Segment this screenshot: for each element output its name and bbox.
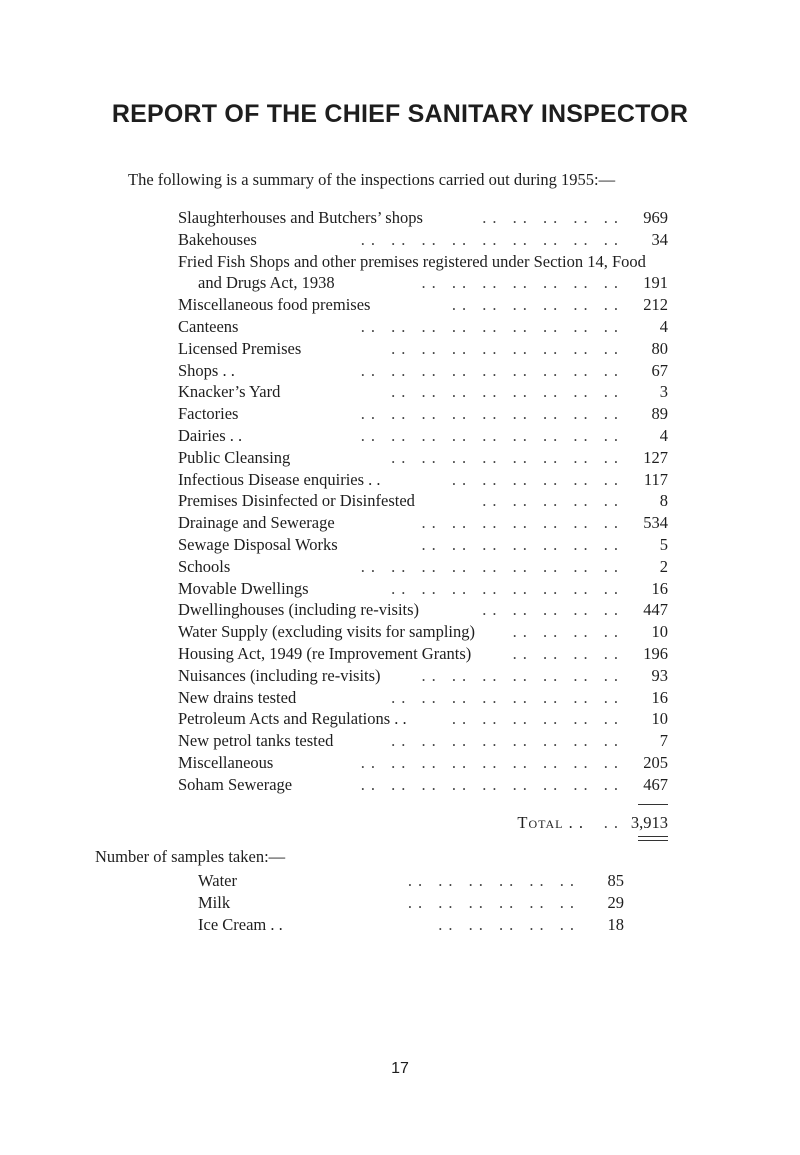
table-row: Nuisances (including re-visits) .. .. .. .. .. .. .. 93	[178, 665, 668, 685]
page-number: 17	[391, 1060, 409, 1077]
row-label: Drainage and Sewerage	[178, 513, 335, 533]
row-value: 29	[607, 892, 624, 912]
row-label: Public Cleansing	[178, 447, 291, 467]
total-double-rule	[638, 836, 668, 841]
row-value: 93	[651, 665, 668, 685]
table-row: Housing Act, 1949 (re Improvement Grants) .. .. .. .. 196	[178, 643, 668, 663]
row-label: Miscellaneous	[178, 752, 274, 772]
total-row: Total . . .. 3,913	[178, 810, 668, 836]
table-row: New drains tested .. .. .. .. .. .. .. .. 16	[178, 687, 668, 707]
row-value: 10	[651, 709, 668, 729]
row-label: Nuisances (including re-visits)	[178, 665, 381, 685]
row-label: Canteens	[178, 316, 239, 336]
row-label: Infectious Disease enquiries . .	[178, 469, 381, 489]
row-value: 5	[659, 534, 668, 554]
row-label: Bakehouses	[178, 229, 257, 249]
row-label: Movable Dwellings	[178, 578, 309, 598]
row-value: 534	[643, 513, 668, 533]
total-value: 3,913	[630, 812, 668, 832]
row-value: 467	[643, 774, 668, 794]
row-value: 117	[643, 469, 668, 489]
row-label: Schools	[178, 556, 231, 576]
row-label: New drains tested	[178, 687, 297, 707]
row-value: 205	[643, 752, 668, 772]
row-label: Water Supply (excluding visits for sampling)	[178, 622, 475, 642]
row-value: 3	[659, 382, 668, 402]
table-row: Dairies . . .. .. .. .. .. .. .. .. .. 4	[178, 425, 668, 445]
row-label: Factories	[178, 404, 239, 424]
inspections-table	[178, 207, 668, 836]
table-row: Bakehouses .. .. .. .. .. .. .. .. .. 34	[178, 229, 668, 249]
row-value: 4	[659, 425, 668, 445]
row-label: Miscellaneous food premises	[178, 295, 371, 315]
table-row: Sewage Disposal Works .. .. .. .. .. .. .. 5	[178, 534, 668, 554]
row-value: 34	[651, 229, 668, 249]
row-label: Sewage Disposal Works	[178, 534, 338, 554]
table-row: Movable Dwellings .. .. .. .. .. .. .. .. 16	[178, 578, 668, 598]
samples-table	[198, 870, 624, 935]
table-row: Water Supply (excluding visits for sampling) .. .. .. .. 10	[178, 622, 668, 642]
row-value: 447	[643, 600, 668, 620]
table-row: Premises Disinfected or Disinfested .. .. .. .. .. 8	[178, 491, 668, 511]
row-label: Soham Sewerage	[178, 774, 293, 794]
table-row: Knacker’s Yard .. .. .. .. .. .. .. .. 3	[178, 382, 668, 402]
table-row: Soham Sewerage .. .. .. .. .. .. .. .. .. 467	[178, 774, 668, 794]
table-row: Canteens .. .. .. .. .. .. .. .. .. 4	[178, 316, 668, 336]
table-row: Miscellaneous .. .. .. .. .. .. .. .. .. 205	[178, 752, 668, 772]
table-row: Factories .. .. .. .. .. .. .. .. .. 89	[178, 404, 668, 424]
row-value: 89	[651, 404, 668, 424]
table-row: Dwellinghouses (including re-visits) .. .. .. .. .. 447	[178, 600, 668, 620]
row-value: 196	[643, 643, 668, 663]
table-row: Licensed Premises .. .. .. .. .. .. .. .. 80	[178, 338, 668, 358]
row-value: 2	[659, 556, 668, 576]
row-label: Dwellinghouses (including re-visits)	[178, 600, 420, 620]
table-row: Petroleum Acts and Regulations . . .. .. .. .. .. .. 10	[178, 709, 668, 729]
row-value: 18	[607, 914, 624, 934]
table-row: Drainage and Sewerage .. .. .. .. .. .. .. 534	[178, 513, 668, 533]
table-row: Public Cleansing .. .. .. .. .. .. .. .. 127	[178, 447, 668, 467]
row-value: 191	[643, 273, 668, 293]
row-label-continued: and Drugs Act, 1938	[198, 273, 335, 293]
row-label: New petrol tanks tested	[178, 731, 334, 751]
table-row: Slaughterhouses and Butchers’ shops .. .. .. .. .. 969	[178, 208, 668, 227]
row-value: 4	[659, 316, 668, 336]
row-label: Milk	[198, 892, 231, 912]
total-rule	[638, 804, 668, 805]
table-row: Schools .. .. .. .. .. .. .. .. .. 2	[178, 556, 668, 576]
row-value: 16	[651, 687, 668, 707]
row-label: Petroleum Acts and Regulations . .	[178, 709, 407, 729]
row-value: 67	[651, 360, 668, 380]
intro-paragraph: The following is a summary of the inspections carried out during 1955:—	[128, 170, 616, 189]
table-row: Fried Fish Shops and other premises registered under Section 14, Food and Drugs Act, 1938 .. .. .. .. .. .. .. 191	[178, 251, 668, 293]
row-label: Shops . .	[178, 360, 235, 380]
row-value: 7	[659, 731, 668, 751]
row-label: Water	[198, 871, 237, 890]
table-row: Shops . . .. .. .. .. .. .. .. .. .. 67	[178, 360, 668, 380]
row-label: Premises Disinfected or Disinfested	[178, 491, 415, 511]
row-value: 16	[651, 578, 668, 598]
table-row: New petrol tanks tested .. .. .. .. .. .. .. .. 7	[178, 731, 668, 751]
table-row: Ice Cream . . .. .. .. .. .. 18	[198, 914, 624, 934]
row-label: Housing Act, 1949 (re Improvement Grants)	[178, 643, 472, 663]
total-label: Total . .	[517, 812, 584, 832]
row-value: 8	[659, 491, 668, 511]
row-label: Fried Fish Shops and other premises registered under Section 14, Food	[178, 251, 646, 271]
table-row: Water .. .. .. .. .. .. 85	[198, 871, 624, 890]
row-value: 969	[643, 208, 668, 227]
row-label: Licensed Premises	[178, 338, 302, 358]
row-value: 212	[643, 295, 668, 315]
table-row: Miscellaneous food premises .. .. .. .. .. .. 212	[178, 295, 668, 315]
row-value: 85	[607, 871, 624, 890]
row-value: 127	[643, 447, 668, 467]
table-row: Milk .. .. .. .. .. .. 29	[198, 892, 624, 912]
row-label: Ice Cream . .	[198, 914, 283, 934]
table-row: Infectious Disease enquiries . . .. .. .. .. .. .. 117	[178, 469, 668, 489]
row-label: Knacker’s Yard	[178, 382, 281, 402]
row-value: 10	[651, 622, 668, 642]
row-label: Dairies . .	[178, 425, 243, 445]
page-title: REPORT OF THE CHIEF SANITARY INSPECTOR	[111, 100, 689, 128]
samples-heading: Number of samples taken:—	[95, 847, 286, 866]
row-label: Slaughterhouses and Butchers’ shops	[178, 208, 423, 227]
row-value: 80	[651, 338, 668, 358]
